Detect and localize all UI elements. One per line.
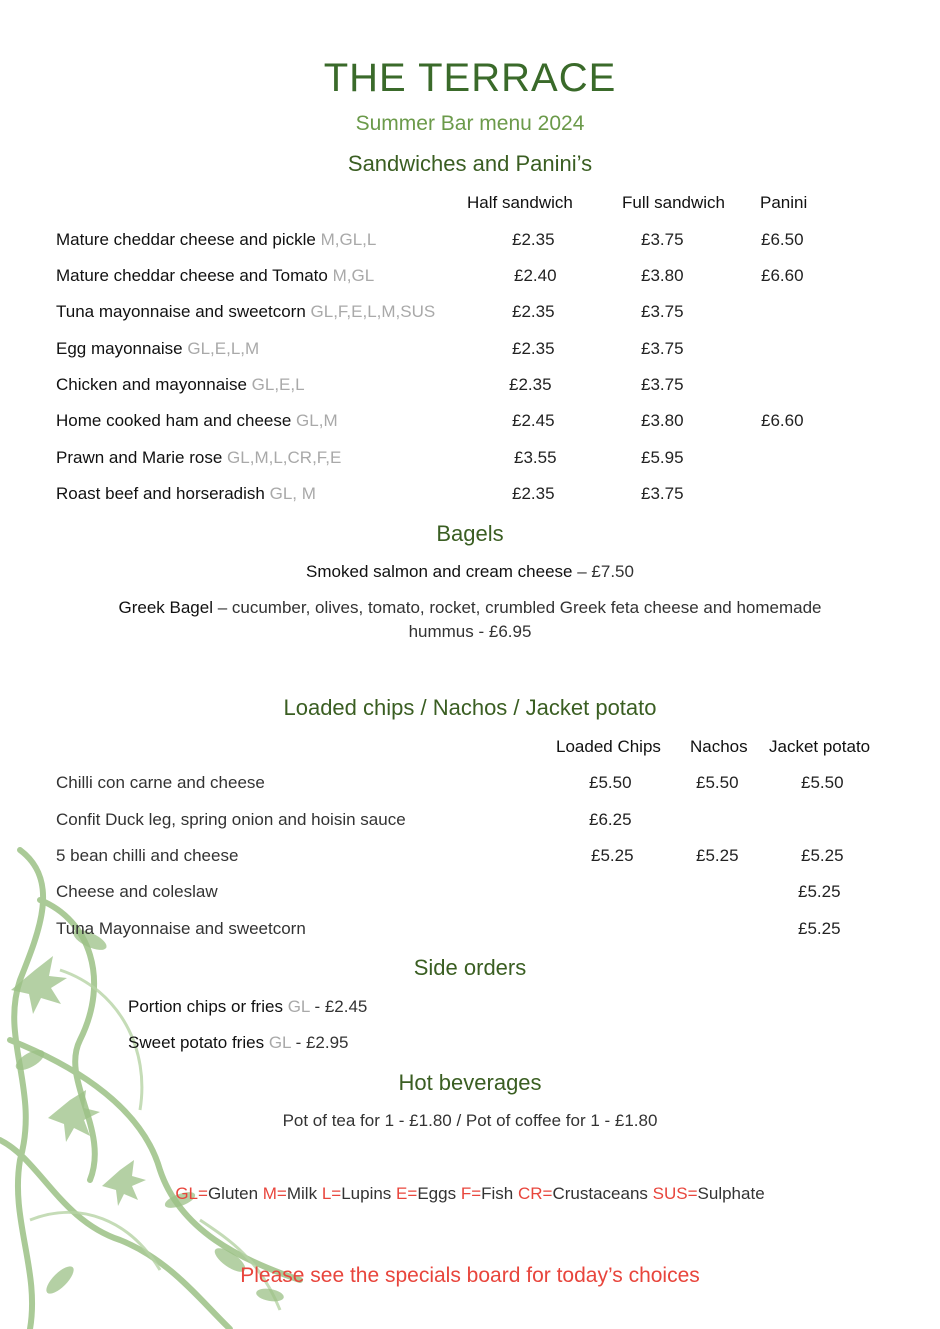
legend-code: SUS=: [652, 1184, 698, 1203]
column-header-half: Half sandwich: [467, 193, 573, 212]
price-full: £3.80: [641, 266, 684, 285]
item-price: - £2.95: [290, 1033, 349, 1052]
price-chips: £5.50: [589, 773, 632, 792]
menu-subtitle: Summer Bar menu 2024: [355, 112, 585, 135]
allergen-codes: M,GL,L: [320, 230, 377, 249]
allergen-codes: GL, M: [269, 484, 316, 503]
legend-label: Crustaceans: [552, 1184, 648, 1203]
allergen-codes: GL,M,L,CR,F,E: [227, 448, 342, 467]
item-name: Mature cheddar cheese and pickle: [56, 230, 316, 249]
item-name: Prawn and Marie rose: [56, 448, 223, 467]
price-full: £3.75: [641, 339, 684, 358]
item-name: Egg mayonnaise: [56, 339, 183, 358]
legend-label: Sulphate: [697, 1184, 765, 1203]
column-header-loaded-chips: Loaded Chips: [556, 737, 661, 756]
price-chips: £6.25: [589, 810, 632, 829]
price-half: £2.40: [514, 266, 557, 285]
legend-code: L=: [321, 1184, 342, 1203]
price-chips: £5.25: [591, 846, 634, 865]
price-half: £2.35: [512, 339, 555, 358]
beverages-text: Pot of tea for 1 - £1.80 / Pot of coffee for 1 - £1.80: [282, 1111, 658, 1130]
list-item: [56, 411, 338, 431]
item-name: Smoked salmon and cream cheese: [306, 562, 573, 581]
list-item: [128, 997, 367, 1017]
loaded-heading: Loaded chips / Nachos / Jacket potato: [283, 695, 657, 720]
price-jacket: £5.25: [798, 919, 841, 938]
legend-code: F=: [460, 1184, 482, 1203]
allergen-codes: GL: [287, 997, 310, 1016]
price-half: £2.35: [512, 230, 555, 249]
price-half: £2.35: [512, 484, 555, 503]
item-name: Greek Bagel: [118, 598, 213, 617]
price-jacket: £5.50: [801, 773, 844, 792]
item-description-continued: hummus - £6.95: [408, 622, 532, 641]
list-item: [56, 484, 316, 504]
allergen-codes: GL,E,L,M: [187, 339, 260, 358]
item-name: Mature cheddar cheese and Tomato: [56, 266, 328, 285]
list-item: [0, 562, 940, 582]
column-header-full: Full sandwich: [622, 193, 725, 212]
legend-label: Milk: [286, 1184, 318, 1203]
price-nachos: £5.50: [696, 773, 739, 792]
item-name: Portion chips or fries: [128, 997, 283, 1016]
bagels-heading: Bagels: [436, 521, 504, 546]
legend-label: Eggs: [417, 1184, 457, 1203]
allergen-legend: [0, 1184, 940, 1204]
price-panini: £6.60: [761, 411, 804, 430]
price-full: £5.95: [641, 448, 684, 467]
sides-heading: Side orders: [413, 955, 527, 980]
price-jacket: £5.25: [801, 846, 844, 865]
legend-code: M=: [262, 1184, 287, 1203]
price-full: £3.75: [641, 302, 684, 321]
legend-label: Lupins: [341, 1184, 392, 1203]
price-full: £3.80: [641, 411, 684, 430]
list-item: [56, 339, 259, 359]
menu-title: THE TERRACE: [323, 56, 617, 100]
column-header-jacket: Jacket potato: [769, 737, 871, 756]
sandwiches-heading: Sandwiches and Panini’s: [347, 151, 593, 176]
item-name: Chilli con carne and cheese: [56, 773, 265, 792]
allergen-codes: GL,M: [296, 411, 338, 430]
item-name: Sweet potato fries: [128, 1033, 265, 1052]
column-header-nachos: Nachos: [690, 737, 748, 756]
price-half: £2.35: [509, 375, 552, 394]
price-half: £2.35: [512, 302, 555, 321]
item-name: Tuna Mayonnaise and sweetcorn: [56, 919, 306, 938]
price-jacket: £5.25: [798, 882, 841, 901]
allergen-codes: GL: [268, 1033, 291, 1052]
item-name: Cheese and coleslaw: [56, 882, 218, 901]
price-full: £3.75: [641, 230, 684, 249]
item-price: - £2.45: [309, 997, 368, 1016]
legend-label: Gluten: [207, 1184, 259, 1203]
beverages-heading: Hot beverages: [398, 1070, 542, 1095]
specials-note: Please see the specials board for today’s choices: [240, 1264, 700, 1287]
price-full: £3.75: [641, 484, 684, 503]
allergen-codes: GL,F,E,L,M,SUS: [310, 302, 436, 321]
legend-code: GL=: [175, 1184, 208, 1203]
price-full: £3.75: [641, 375, 684, 394]
price-panini: £6.60: [761, 266, 804, 285]
legend-label: Fish: [481, 1184, 514, 1203]
column-header-panini: Panini: [760, 193, 808, 212]
price-half: £3.55: [514, 448, 557, 467]
allergen-codes: M,GL: [332, 266, 375, 285]
item-description: – £7.50: [572, 562, 634, 581]
item-description: – cucumber, olives, tomato, rocket, crumbled Greek feta cheese and homemade: [212, 598, 822, 617]
allergen-codes: GL,E,L: [251, 375, 305, 394]
list-item: [56, 375, 305, 395]
item-name: Confit Duck leg, spring onion and hoisin sauce: [56, 810, 406, 829]
item-name: 5 bean chilli and cheese: [56, 846, 239, 865]
price-nachos: £5.25: [696, 846, 739, 865]
list-item: [128, 1033, 349, 1053]
item-name: Chicken and mayonnaise: [56, 375, 247, 394]
item-name: Tuna mayonnaise and sweetcorn: [56, 302, 306, 321]
item-name: Home cooked ham and cheese: [56, 411, 292, 430]
list-item: [56, 230, 376, 250]
legend-code: E=: [396, 1184, 418, 1203]
legend-code: CR=: [517, 1184, 553, 1203]
price-panini: £6.50: [761, 230, 804, 249]
list-item: [56, 302, 435, 322]
price-half: £2.45: [512, 411, 555, 430]
list-item: [56, 266, 374, 286]
list-item: [56, 448, 341, 468]
list-item: [0, 598, 940, 618]
item-name: Roast beef and horseradish: [56, 484, 265, 503]
